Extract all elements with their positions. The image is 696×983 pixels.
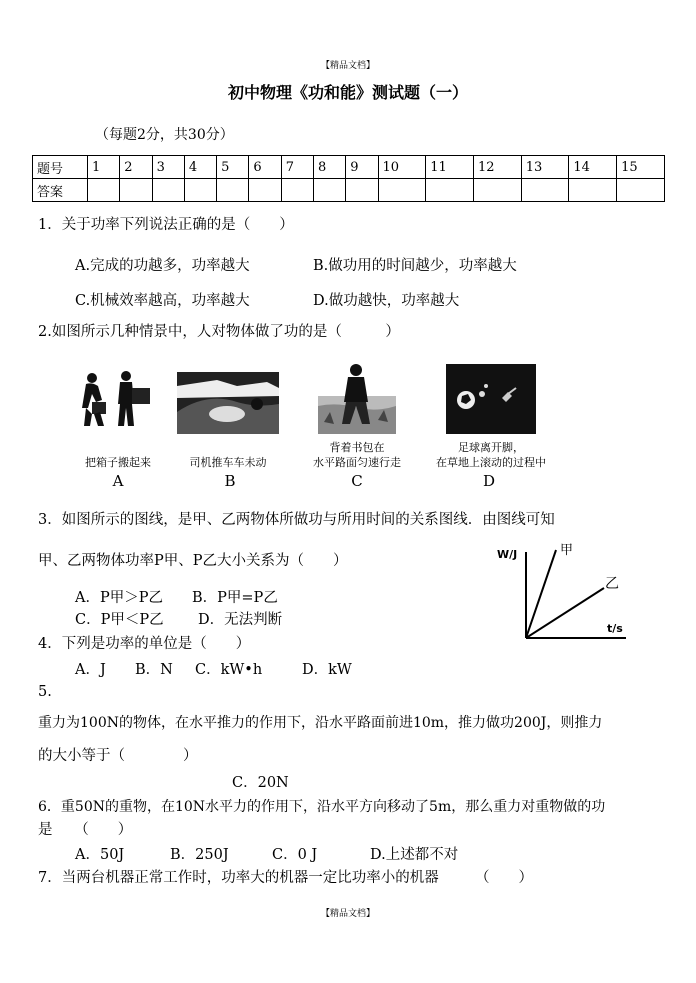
- figure-d-rolling-football: [446, 364, 536, 434]
- graph-label-jia: 甲: [560, 543, 574, 558]
- answer-cell[interactable]: [184, 179, 216, 202]
- q6-line-1: 6．重50N的重物，在10N水平力的作用下，沿水平方向移动了5m，那么重力对重物做的功: [38, 799, 606, 815]
- answer-cell[interactable]: [346, 179, 378, 202]
- q6-option-b: B．250J: [170, 847, 229, 863]
- line-yi: [526, 588, 604, 638]
- figure-d-caption-2: 在草地上滚动的过程中: [436, 456, 546, 469]
- figure-b-caption: 司机推车车未动: [189, 456, 267, 469]
- q5-option-c: C．20N: [232, 775, 289, 791]
- scoring-note: （每题2分，共30分）: [95, 127, 234, 143]
- q7-stem: 7．当两台机器正常工作时，功率大的机器一定比功率小的机器 （ ）: [38, 870, 533, 886]
- graph-xlabel: t/s: [607, 622, 623, 635]
- table-cell: 14: [569, 156, 617, 179]
- figure-c-caption-2: 水平路面匀速行走: [313, 456, 401, 469]
- answer-cell[interactable]: [281, 179, 313, 202]
- answer-cell[interactable]: [152, 179, 184, 202]
- table-cell: 5: [217, 156, 249, 179]
- header-top: 【精品文档】: [320, 61, 375, 71]
- figure-a-lifting-box: [78, 368, 158, 430]
- answer-cell[interactable]: [426, 179, 474, 202]
- q2-stem: 2.如图所示几种情景中，人对物体做了功的是（ ）: [38, 324, 400, 340]
- q1-option-a: A.完成的功越多，功率越大: [75, 258, 250, 274]
- answer-cell[interactable]: [473, 179, 521, 202]
- table-cell: 13: [521, 156, 569, 179]
- figure-b-pushing-car: [177, 372, 279, 434]
- q4-option-b: B．N: [135, 662, 173, 678]
- q1-option-b: B.做功用的时间越少，功率越大: [313, 258, 517, 274]
- figure-c-letter: C: [351, 472, 363, 490]
- table-cell: 1: [88, 156, 120, 179]
- figure-d-caption-1: 足球离开脚，: [458, 441, 524, 454]
- q3-option-a: A．P甲＞P乙: [75, 590, 163, 606]
- figure-c-caption-1: 背着书包在: [329, 441, 385, 454]
- answer-cell[interactable]: [88, 179, 120, 202]
- figure-d-letter: D: [482, 472, 496, 490]
- table-row: [33, 179, 665, 202]
- q3-line-2: 甲、乙两物体功率P甲、P乙大小关系为（ ）: [38, 553, 348, 569]
- q6-option-a: A．50J: [75, 847, 125, 863]
- table-cell: 7: [281, 156, 313, 179]
- answer-table: [32, 155, 665, 202]
- q1-option-c: C.机械效率越高，功率越大: [75, 293, 250, 309]
- table-cell: 12: [473, 156, 521, 179]
- q6-option-d: D.上述都不对: [370, 847, 459, 863]
- q6-line-2: 是 （ ）: [38, 822, 133, 838]
- q1-stem: 1．关于功率下列说法正确的是（ ）: [38, 217, 294, 233]
- answer-cell[interactable]: [217, 179, 249, 202]
- q4-option-c: C．kW•h: [195, 662, 263, 678]
- answer-cell[interactable]: [120, 179, 152, 202]
- q3-option-d: D．无法判断: [198, 612, 283, 628]
- q5-line-2: 的大小等于（ ）: [38, 748, 198, 764]
- q5-number: 5.: [38, 684, 52, 700]
- q6-option-c: C．0 J: [272, 847, 318, 863]
- table-cell: 9: [346, 156, 378, 179]
- answer-cell[interactable]: [249, 179, 281, 202]
- line-jia: [526, 550, 556, 638]
- table-cell: 6: [249, 156, 281, 179]
- table-cell: 11: [426, 156, 474, 179]
- q3-line-1: 3．如图所示的图线，是甲、乙两物体所做功与所用时间的关系图线．由图线可知: [38, 512, 555, 528]
- answer-cell[interactable]: [313, 179, 345, 202]
- graph-label-yi: 乙: [605, 576, 619, 592]
- table-header-cell: 题号: [33, 156, 88, 179]
- figure-a-letter: A: [112, 472, 124, 490]
- answer-cell[interactable]: [617, 179, 665, 202]
- answer-cell[interactable]: [378, 179, 426, 202]
- table-cell: 2: [120, 156, 152, 179]
- graph-ylabel: W/J: [497, 548, 518, 561]
- q3-option-c: C．P甲＜P乙: [75, 612, 164, 628]
- page-title: 初中物理《功和能》测试题（一）: [227, 83, 468, 102]
- figure-a-caption: 把箱子搬起来: [85, 456, 151, 469]
- table-cell: 8: [313, 156, 345, 179]
- figure-b-letter: B: [224, 472, 236, 490]
- header-bottom: 【精品文档】: [320, 909, 375, 919]
- q1-option-d: D.做功越快，功率越大: [313, 293, 460, 309]
- figure-c-walking-with-backpack: [318, 362, 396, 434]
- answer-cell[interactable]: [521, 179, 569, 202]
- q5-line-1: 重力为100N的物体，在水平推力的作用下，沿水平路面前进10m，推力做功200J，则推力: [38, 715, 603, 731]
- answer-cell[interactable]: [569, 179, 617, 202]
- table-cell: 4: [184, 156, 216, 179]
- q4-option-d: D．kW: [302, 662, 352, 678]
- table-cell: 15: [617, 156, 665, 179]
- q4-option-a: A．J: [75, 662, 106, 678]
- table-cell: 3: [152, 156, 184, 179]
- q4-stem: 4．下列是功率的单位是（ ）: [38, 636, 251, 652]
- table-cell: 10: [378, 156, 426, 179]
- table-row: [33, 156, 665, 179]
- table-header-cell: 答案: [33, 179, 88, 202]
- q3-option-b: B．P甲=P乙: [192, 590, 278, 606]
